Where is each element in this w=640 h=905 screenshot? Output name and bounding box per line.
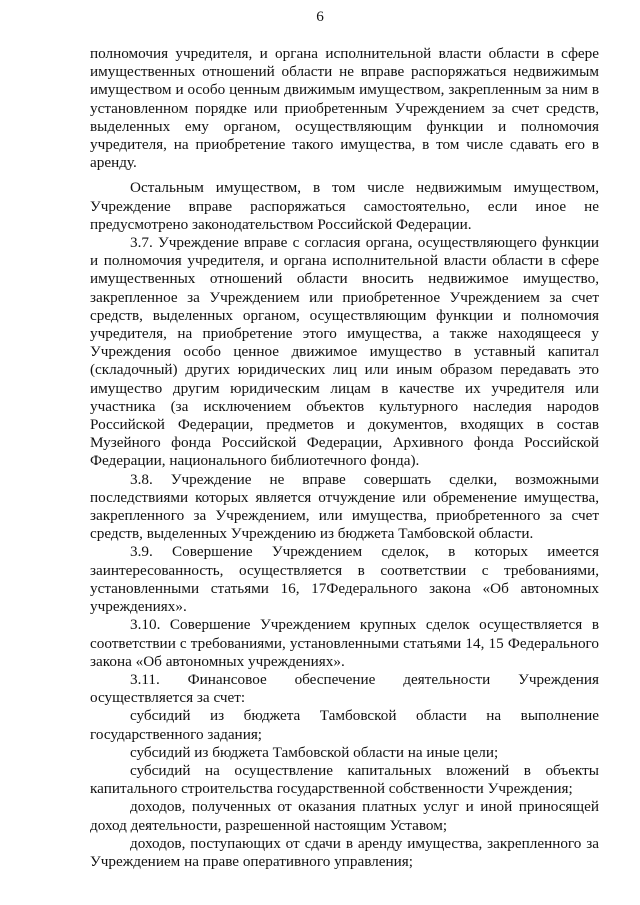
- paragraph-3-11: 3.11. Финансовое обеспечение деятельности Учреждения осуществляется за счет:: [90, 670, 599, 707]
- list-item-subsidy-state-task: субсидий из бюджета Тамбовской области на выполнение государственного задания;: [90, 707, 599, 743]
- paragraph-3-8: 3.8. Учреждение не вправе совершать сделки, возможными последствиями которых является отчуждение или обременение имущества, закрепленного за Учреждением, или имущества, приобретенного за счет средств, выделенных Учреждению из бюджета Тамбовской области.: [90, 470, 599, 543]
- list-item-paid-services: доходов, полученных от оказания платных услуг и иной приносящей доход деятельности, разрешенной настоящим Уставом;: [90, 798, 599, 834]
- paragraph-other-property: Остальным имуществом, в том числе недвижимым имуществом, Учреждение вправе распоряжаться самостоятельно, если иное не предусмотрено законодательством Российской Федерации.: [90, 179, 599, 233]
- paragraph-continuation: полномочия учредителя, и органа исполнительной власти области в сфере имущественных отношений области не вправе распоряжаться недвижимым имуществом и особо ценным движимым имуществом, закрепленным за ним в установленном порядке или приобретенным Учреждением за счет средств, выделенных ему органом, осуществляющим функции и полномочия учредителя, на приобретение такого имущества, в том числе сдавать его в аренду.: [90, 45, 599, 172]
- list-item-subsidy-capital: субсидий на осуществление капитальных вложений в объекты капитального строительства государственной собственности Учреждения;: [90, 761, 599, 798]
- list-item-rent-income: доходов, поступающих от сдачи в аренду имущества, закрепленного за Учреждением на праве оперативного управления;: [90, 834, 599, 870]
- page-number: 6: [316, 8, 324, 25]
- paragraph-3-10: 3.10. Совершение Учреждением крупных сделок осуществляется в соответствии с требованиями, установленными статьями 14, 15 Федерального закона «Об автономных учреждениях».: [90, 616, 599, 670]
- document-body: [90, 45, 599, 871]
- list-item-subsidy-other: субсидий из бюджета Тамбовской области на иные цели;: [130, 743, 499, 761]
- paragraph-3-9: 3.9. Совершение Учреждением сделок, в которых имеется заинтересованность, осуществляется в соответствии с требованиями, установленными статьями 16, 17Федерального закона «Об автономных учреждениях».: [90, 543, 599, 616]
- paragraph-3-7: 3.7. Учреждение вправе с согласия органа, осуществляющего функции и полномочия учредителя, и органа исполнительной власти области в сфере имущественных отношений области вносить недвижимое имущество, закрепленное за Учреждением или приобретенное Учреждением за счет средств, выделенных органом, осуществляющим функции и полномочия учредителя, на приобретение этого имущества, а также находящееся у Учреждения особо ценное движимое имущество в уставный капитал (складочный) других юридических лиц или иным образом передавать это имущество другим юридическим лицам в качестве их учредителя или участника (за исключением объектов культурного наследия народов Российской Федерации, предметов и документов, входящих в состав Музейного фонда Российской Федерации, Архивного фонда Российской Федерации, национального библиотечного фонда).: [90, 234, 599, 470]
